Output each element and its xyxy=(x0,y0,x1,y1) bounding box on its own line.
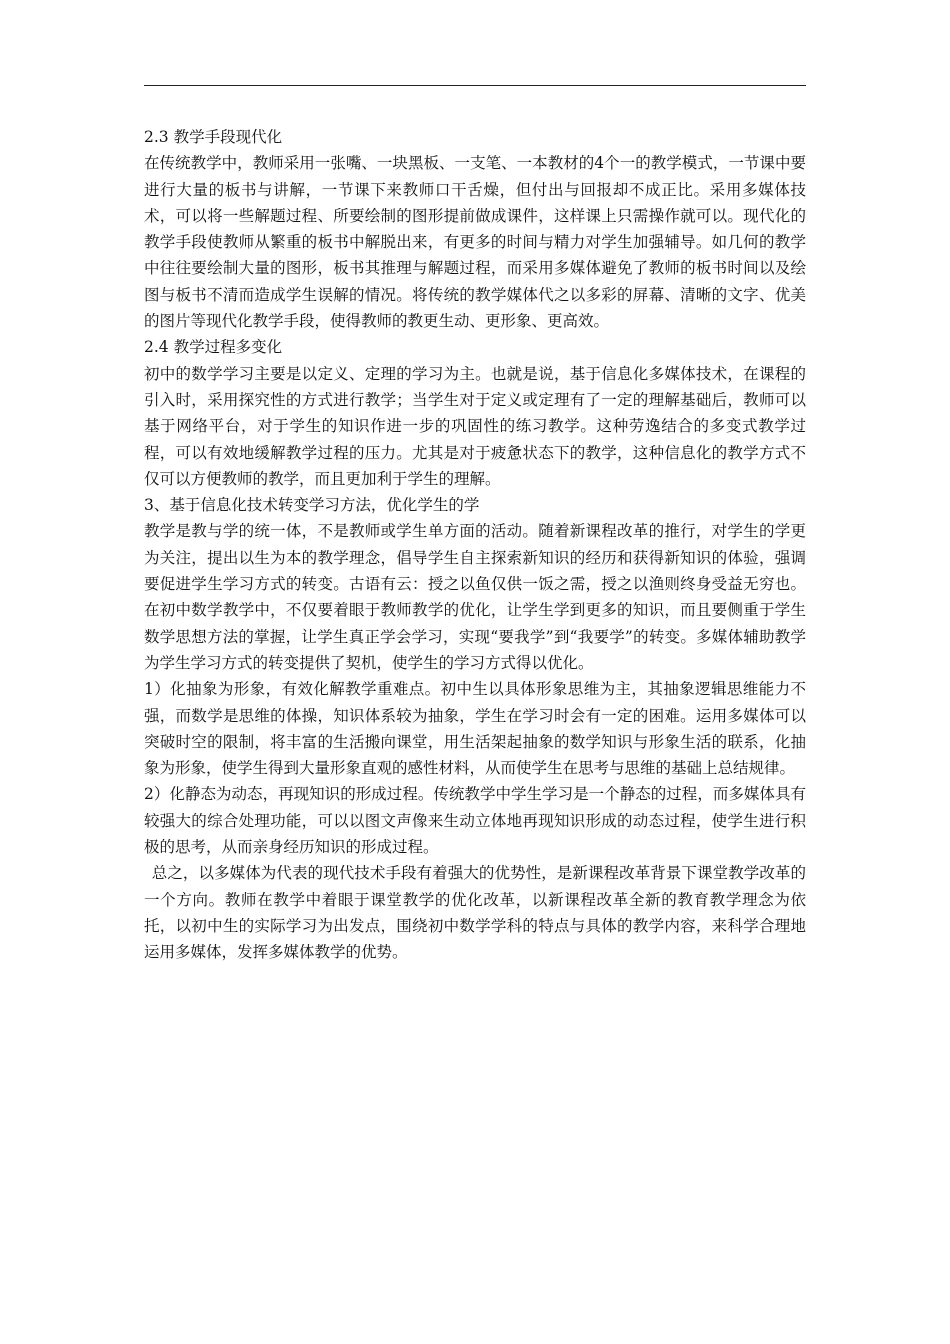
section-heading-3: 3、基于信息化技术转变学习方法，优化学生的学 xyxy=(144,496,480,515)
paragraph-point-1: 1）化抽象为形象，有效化解教学重难点。初中生以具体形象思维为主，其抽象逻辑思维能力不强，而数学是思维的体操，知识体系较为抽象，学生在学习时会有一定的困难。运用多媒体可以突破时空的限制，将丰富的生活搬向课堂，用生活架起抽象的数学知识与形象生活的联系，化抽象为形象，使学生得到大量形象直观的感性材料，从而使学生在思考与思维的基础上总结规律。 xyxy=(144,680,806,778)
paragraph-teaching-means: 在传统教学中，教师采用一张嘴、一块黑板、一支笔、一本教材的4个一的教学模式，一节课中要进行大量的板书与讲解，一节课下来教师口干舌燥，但付出与回报却不成正比。采用多媒体技术，可以将一些解题过程、所要绘制的图形提前做成课件，这样课上只需操作就可以。现代化的教学手段使教师从繁重的板书中解脱出来，有更多的时间与精力对学生加强辅导。如几何的教学中往往要绘制大量的图形，板书其推理与解题过程，而采用多媒体避免了教师的板书时间以及绘图与板书不清而造成学生误解的情况。将传统的教学媒体代之以多彩的屏幕、清晰的文字、优美的图片等现代化教学手段，使得教师的教更生动、更形象、更高效。 xyxy=(144,154,806,331)
section-heading-2-4: 2.4 教学过程多变化 xyxy=(144,338,283,357)
document-body xyxy=(144,124,806,966)
section-heading-2-3: 2.3 教学手段现代化 xyxy=(144,128,283,146)
paragraph-teaching-process: 初中的数学学习主要是以定义、定理的学习为主。也就是说，基于信息化多媒体技术，在课程的引入时，采用探究性的方式进行教学；当学生对于定义或定理有了一定的理解基础后，教师可以基于网络平台，对于学生的知识作进一步的巩固性的练习教学。这种劳逸结合的多变式教学过程，可以有效地缓解教学过程的压力。尤其是对于疲惫状态下的教学，这种信息化的教学方式不仅可以方便教师的教学，而且更加利于学生的理解。 xyxy=(144,364,806,488)
paragraph-point-2: 2）化静态为动态，再现知识的形成过程。传统教学中学生学习是一个静态的过程，而多媒体具有较强大的综合处理功能，可以以图文声像来生动立体地再现知识形成的动态过程，使学生进行积极的思考，从而亲身经历知识的形成过程。 xyxy=(144,785,806,857)
paragraph-conclusion: 总之，以多媒体为代表的现代技术手段有着强大的优势性，是新课程改革背景下课堂教学改革的一个方向。教师在教学中着眼于课堂教学的优化改革，以新课程改革全新的教育教学理念为依托，以初中生的实际学习为出发点，围绕初中数学学科的特点与具体的教学内容，来科学合理地运用多媒体，发挥多媒体教学的优势。 xyxy=(144,864,806,962)
header-rule xyxy=(144,85,806,86)
paragraph-learning-methods: 教学是教与学的统一体，不是教师或学生单方面的活动。随着新课程改革的推行，对学生的学更为关注，提出以生为本的教学理念，倡导学生自主探索新知识的经历和获得新知识的体验，强调要促进学生学习方式的转变。古语有云：授之以鱼仅供一饭之需，授之以渔则终身受益无穷也。在初中数学教学中，不仅要着眼于教师教学的优化，让学生学到更多的知识，而且要侧重于学生数学思想方法的掌握，让学生真正学会学习，实现“要我学”到“我要学”的转变。多媒体辅助教学为学生学习方式的转变提供了契机，使学生的学习方式得以优化。 xyxy=(144,522,806,672)
